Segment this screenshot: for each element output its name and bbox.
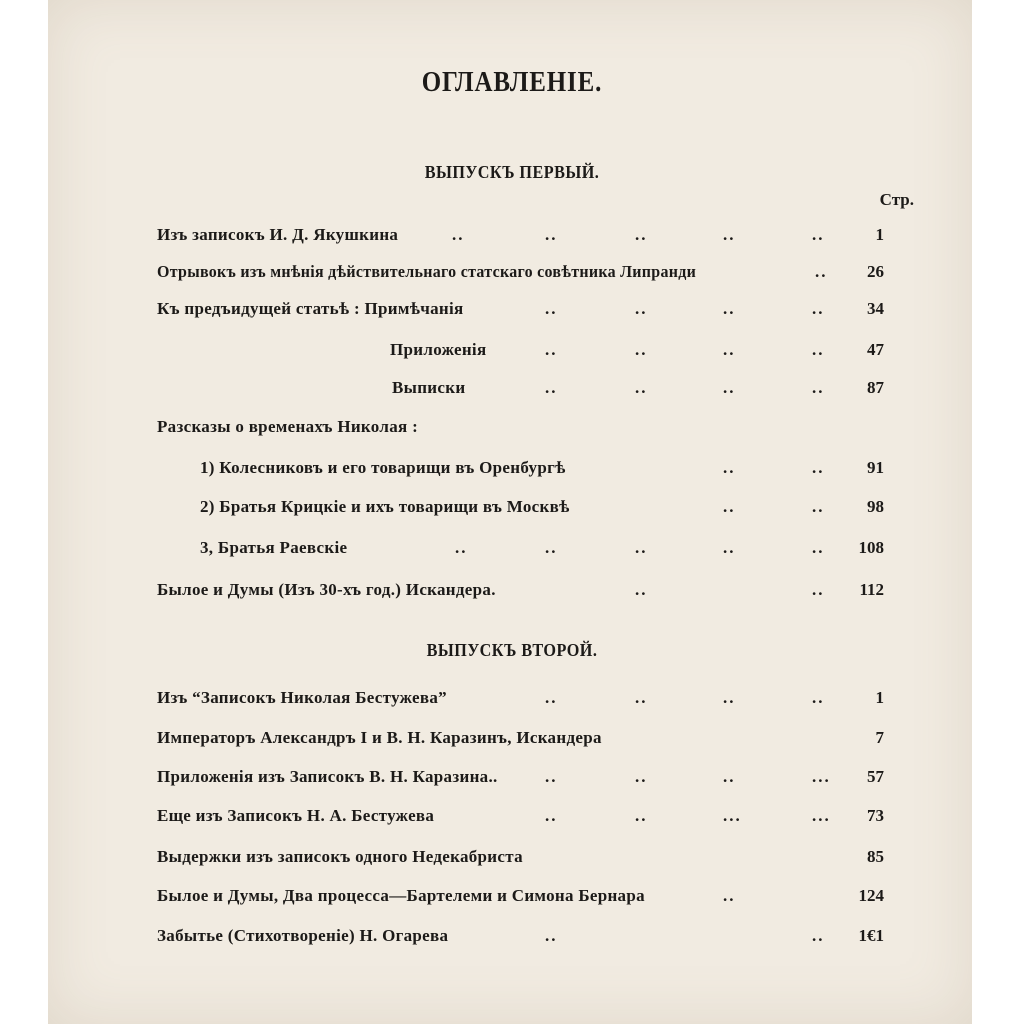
entry-label: Императоръ Александръ I и В. Н. Каразинъ, Искандера [157,728,602,747]
toc-entry [0,580,1024,606]
entry-label: Былое и Думы (Изъ 30-хъ год.) Искандера. [157,580,496,599]
entry-label: Къ предъидущей статьѣ : Примѣчанія [157,299,464,318]
entry-page: 91 [867,458,884,477]
entry-page: 1 [875,225,884,244]
leader-dots: .. [455,538,468,557]
entry-page: 98 [867,497,884,516]
leader-dots: .. [545,806,558,825]
entry-page: 112 [859,580,884,599]
leader-dots: .. [812,580,825,599]
leader-dots: .. [545,767,558,786]
entry-label: 2) Братья Крицкіе и ихъ товарищи въ Москвѣ [200,497,570,516]
entry-label: 1) Колесниковъ и его товарищи въ Оренбургѣ [200,458,566,477]
toc-subheading [0,417,1024,443]
entry-page: 47 [867,340,884,359]
entry-label: Еще изъ Записокъ Н. А. Бестужева [157,806,435,825]
leader-dots: .. [635,538,648,557]
leader-dots: .. [635,767,648,786]
entry-page: 87 [867,378,884,397]
leader-dots: .. [812,497,825,516]
leader-dots: .. [812,688,825,707]
leader-dots: .. [723,538,736,557]
entry-label: Изъ “Записокъ Николая Бестужева” [157,688,447,707]
leader-dots: .. [545,378,558,397]
entry-label: Приложенія [390,340,487,359]
section-heading-2: ВЫПУСКЪ ВТОРОЙ. [426,640,598,660]
entry-label: Отрывокъ изъ мнѣнія дѣйствительнаго статскаго совѣтника Липранди [157,262,697,281]
leader-dots: .. [545,688,558,707]
entry-page: 1€1 [858,926,884,945]
entry-label: Забытье (Стихотвореніе) Н. Огарева [157,926,449,945]
leader-dots: .. [545,299,558,318]
leader-dots: ... [812,806,831,825]
leader-dots: .. [815,262,828,281]
entry-label: Былое и Думы, Два процесса—Бартелеми и Симона Бернара [157,886,645,905]
leader-dots: .. [812,225,825,244]
toc-entry [0,497,1024,523]
entry-page: 57 [867,767,884,786]
entry-page: 108 [858,538,884,557]
entry-page: 73 [867,806,884,825]
entry-label: Разсказы о временахъ Николая : [157,417,419,436]
leader-dots: .. [812,378,825,397]
entry-page: 1 [875,688,884,707]
contents-title: ОГЛАВЛЕНІЕ. [421,66,603,98]
toc-entry [0,340,1024,366]
leader-dots: .. [635,299,648,318]
leader-dots: ... [812,767,831,786]
leader-dots: ... [723,806,742,825]
leader-dots: .. [723,299,736,318]
toc-entry [0,262,1024,288]
toc-entry [0,886,1024,912]
entry-page: 7 [875,728,884,747]
leader-dots: .. [545,926,558,945]
entry-label: Изъ записокъ И. Д. Якушкина [157,225,399,244]
leader-dots: .. [812,538,825,557]
entry-label: Выдержки изъ записокъ одного Недекабриста [157,847,523,866]
leader-dots: .. [812,299,825,318]
leader-dots: .. [723,225,736,244]
leader-dots: .. [723,767,736,786]
leader-dots: .. [452,225,465,244]
toc-entry [0,926,1024,952]
toc-entry [0,538,1024,564]
toc-entry [0,688,1024,714]
entry-label: Выписки [392,378,466,397]
toc-entry [0,806,1024,832]
leader-dots: .. [635,580,648,599]
leader-dots: .. [812,340,825,359]
toc-entry [0,378,1024,404]
leader-dots: .. [723,340,736,359]
entry-page: 124 [858,886,884,905]
entry-page: 85 [867,847,884,866]
leader-dots: .. [723,886,736,905]
entry-label: Приложенія изъ Записокъ В. Н. Каразина.. [157,767,498,786]
leader-dots: .. [723,458,736,477]
page-column-header: Стр. [879,190,914,209]
leader-dots: .. [723,688,736,707]
toc-entry [0,728,1024,754]
leader-dots: .. [635,688,648,707]
leader-dots: .. [723,378,736,397]
leader-dots: .. [635,378,648,397]
toc-entry [0,299,1024,325]
toc-entry [0,767,1024,793]
leader-dots: .. [635,806,648,825]
leader-dots: .. [812,926,825,945]
leader-dots: .. [545,225,558,244]
section-heading-1: ВЫПУСКЪ ПЕРВЫЙ. [424,162,600,182]
toc-entry [0,225,1024,251]
entry-page: 26 [867,262,884,281]
leader-dots: .. [545,340,558,359]
leader-dots: .. [545,538,558,557]
entry-page: 34 [867,299,884,318]
leader-dots: .. [635,225,648,244]
leader-dots: .. [812,458,825,477]
entry-label: 3, Братья Раевскіе [200,538,348,557]
leader-dots: .. [635,340,648,359]
leader-dots: .. [723,497,736,516]
toc-entry [0,847,1024,873]
toc-entry [0,458,1024,484]
